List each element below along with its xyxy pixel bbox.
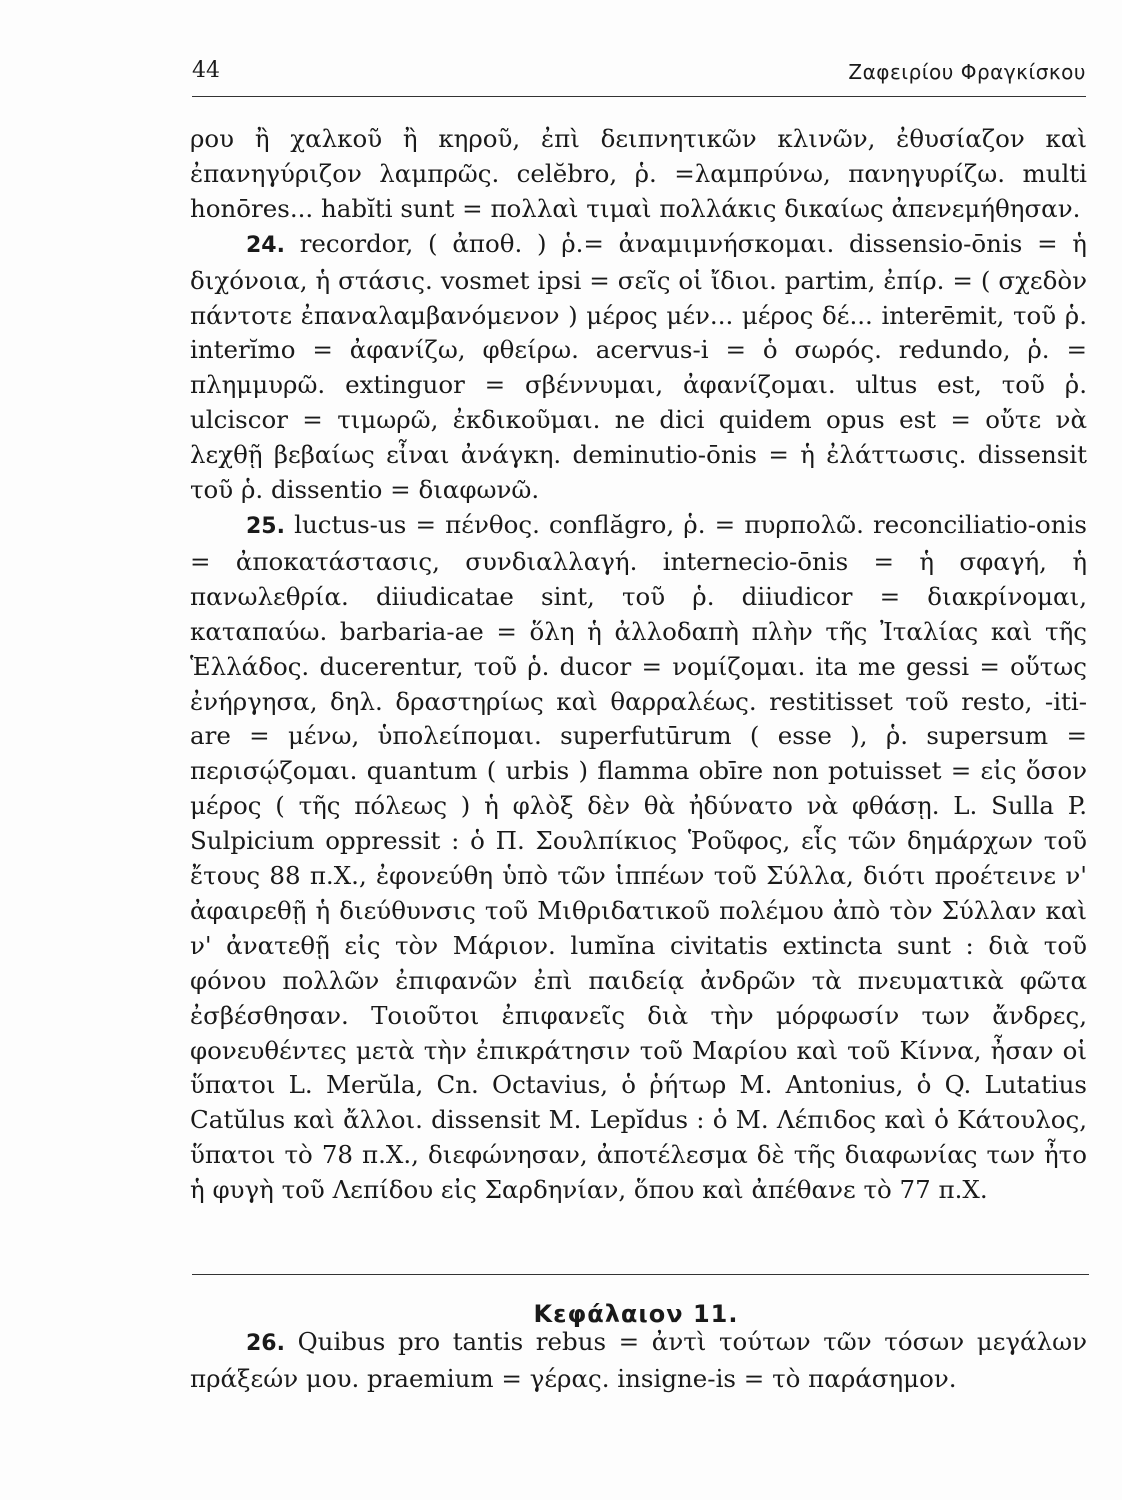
running-head: Ζαφειρίου Φραγκίσκου: [848, 60, 1086, 84]
chapter-text: [190, 1325, 1087, 1397]
section-divider: [192, 1274, 1089, 1275]
section-number: 25.: [246, 513, 285, 539]
section-26: [190, 1325, 1087, 1397]
section-text: Quibus pro tantis rebus = ἀντὶ τούτων τῶν τόσων μεγάλων πράξεών μου. praemium = γέρας. insigne-is = τὸ παράσημον.: [190, 1327, 1087, 1393]
section-text: luctus-us = πένθος. conflăgro, ῥ. = πυρπολῶ. reconciliatio-onis = ἀποκατάστασις, συνδιαλλαγή. internecio-ōnis = ἡ σφαγή, ἡ πανωλεθρία. diiudicatae sint, τοῦ ῥ. diiudicor = διακρίνομαι, καταπαύω. barbaria-ae = ὅλη ἡ ἀλλοδαπὴ πλὴν τῆς Ἰταλίας καὶ τῆς Ἑλλάδος. ducerentur, τοῦ ῥ. ducor = νομίζομαι. ita me gessi = οὕτως ἐνήργησα, δηλ. δραστηρίως καὶ θαρραλέως. restitisset τοῦ resto, -iti-are = μένω, ὑπολείπομαι. superfutūrum ( esse ), ῥ. supersum = περισῴζομαι. quantum ( urbis ) flamma obīre non potuisset = εἰς ὅσον μέρος ( τῆς πόλεως ) ἡ φλὸξ δὲν θὰ ἠδύνατο νὰ φθάσῃ. L. Sulla P. Sulpicium oppressit : ὁ Π. Σουλπίκιος Ῥοῦφος, εἷς τῶν δημάρχων τοῦ ἔτους 88 π.Χ., ἐφονεύθη ὑπὸ τῶν ἱππέων τοῦ Σύλλα, διότι προέτεινε ν' ἀφαιρεθῇ ἡ διεύθυνσις τοῦ Μιθριδατικοῦ πολέμου ἀπὸ τὸν Σύλλαν καὶ ν' ἀνατεθῇ εἰς τὸν Μάριον. lumĭna civitatis extincta sunt : διὰ τοῦ φόνου πολλῶν ἐπιφανῶν ἐπὶ παιδείᾳ ἀνδρῶν τὰ πνευματικὰ φῶτα ἐσβέσθησαν. Τοιοῦτοι ἐπιφανεῖς διὰ τὴν μόρφωσίν των ἄνδρες, φονευθέντες μετὰ τὴν ἐπικράτησιν τοῦ Μαρίου καὶ τοῦ Κίννα, ἦσαν οἱ ὕπατοι L. Merŭla, Cn. Octavius, ὁ ῥήτωρ M. Antonius, ὁ Q. Lutatius Catŭlus καὶ ἄλλοι. dissensit M. Lepĭdus : ὁ M. Λέπιδος καὶ ὁ Κάτουλος, ὕπατοι τὸ 78 π.Χ., διεφώνησαν, ἀποτέλεσμα δὲ τῆς διαφωνίας των ἦτο ἡ φυγὴ τοῦ Λεπίδου εἰς Σαρδηνίαν, ὅπου καὶ ἀπέθανε τὸ 77 π.Χ.: [190, 509, 1087, 1205]
chapter-heading: [0, 1300, 1122, 1328]
section-number: 24.: [246, 232, 285, 258]
section-24: [190, 227, 1087, 508]
page-header: [192, 52, 1086, 97]
section-25: [190, 508, 1087, 1208]
main-text: [190, 122, 1087, 1208]
chapter-title: Κεφάλαιον 11.: [533, 1300, 739, 1328]
section-number: 26.: [246, 1331, 285, 1356]
continued-paragraph: ρου ἢ χαλκοῦ ἢ κηροῦ, ἐπὶ δειπνητικῶν κλινῶν, ἐθυσίαζον καὶ ἐπανηγύριζον λαμπρῶς. celĕbro, ῥ. =λαμπρύνω, πανηγυρίζω. multi honōres... habĭti sunt = πολλαὶ τιμαὶ πολλάκις δικαίως ἀπενεμήθησαν.: [190, 124, 1087, 223]
section-text: recordor, ( ἀποθ. ) ῥ.= ἀναμιμνήσκομαι. dissensio-ōnis = ἡ διχόνοια, ἡ στάσις. vosmet ipsi = σεῖς οἱ ἴδιοι. partim, ἐπίρ. = ( σχεδὸν πάντοτε ἐπαναλαμβανόμενον ) μέρος μέν... μέρος δέ... interēmit, τοῦ ῥ. interĭmo = ἀφανίζω, φθείρω. acervus-i = ὁ σωρός. redundo, ῥ. = πλημμυρῶ. extinguor = σβέννυμαι, ἀφανίζομαι. ultus est, τοῦ ῥ. ulciscor = τιμωρῶ, ἐκδικοῦμαι. ne dici quidem opus est = οὔτε νὰ λεχθῇ βεβαίως εἶναι ἀνάγκη. deminutio-ōnis = ἡ ἐλάττωσις. dissensit τοῦ ῥ. dissentio = διαφωνῶ.: [190, 228, 1087, 505]
page-number: 44: [192, 58, 220, 83]
